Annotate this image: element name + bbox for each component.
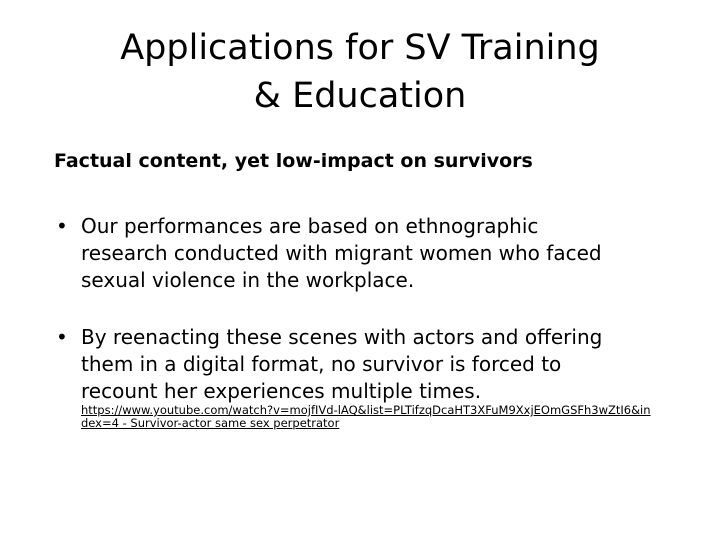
bullet-item [56, 213, 656, 294]
subheading: Factual content, yet low-impact on survivors [54, 150, 533, 172]
bullet-marker: • [56, 214, 68, 238]
bullet-text: Our performances are based on ethnographic research conducted with migrant women who faced sexual violence in the workplace. [81, 214, 602, 292]
bullet-item [56, 324, 656, 405]
slide-title-line-2: & Education [253, 76, 467, 116]
bullet-text: By reenacting these scenes with actors and offering them in a digital format, no survivor is forced to recount her experiences multiple times. [81, 325, 603, 403]
slide-title [40, 24, 680, 120]
slide-title-line-1: Applications for SV Training [120, 28, 600, 68]
video-link[interactable]: https://www.youtube.com/watch?v=mojfIVd-lAQ&list=PLTifzqDcaHT3XFuM9XxjEOmGSFh3wZtI6&index=4 - Survivor-actor same sex perpetrator [81, 403, 651, 430]
bullet-marker: • [56, 325, 68, 349]
